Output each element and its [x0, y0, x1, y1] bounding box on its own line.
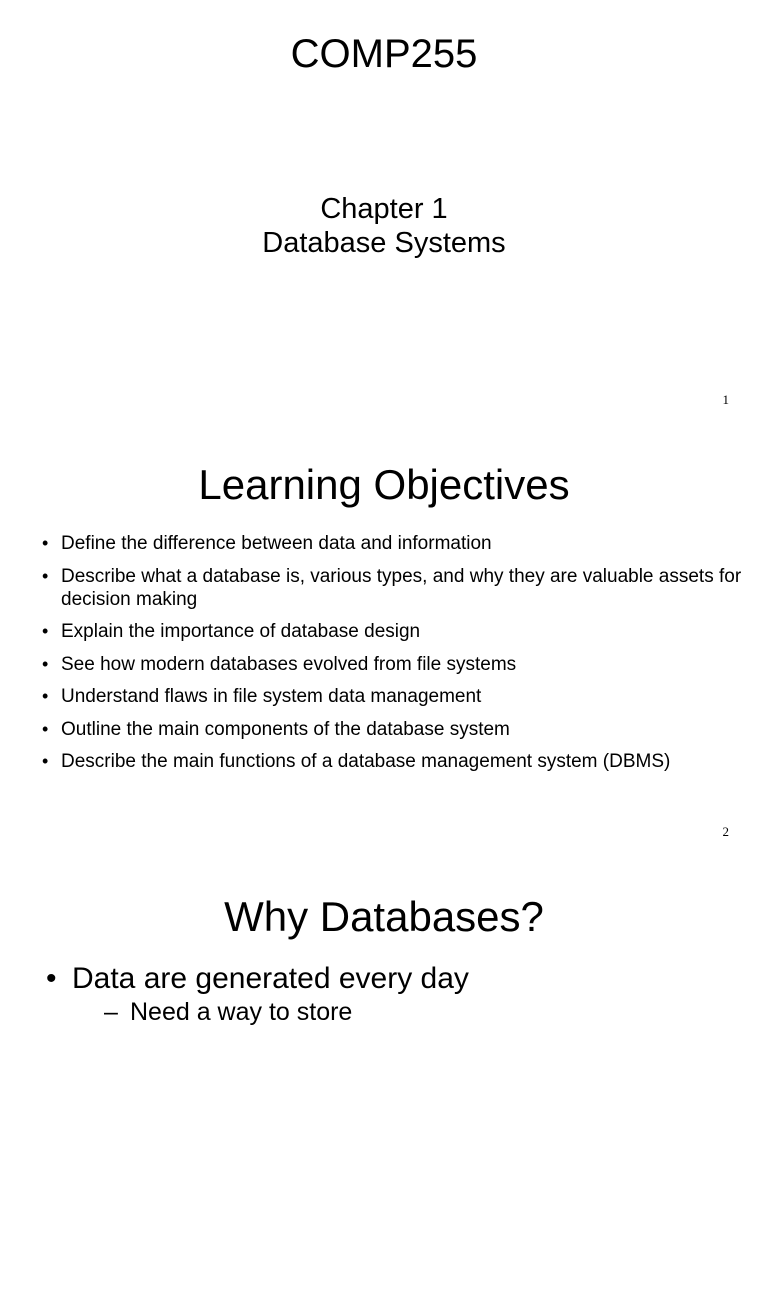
- chapter-number: Chapter 1: [320, 193, 448, 225]
- bullet-icon: •: [42, 718, 49, 739]
- list-item: [42, 653, 742, 676]
- list-item-text: Understand flaws in file system data management: [61, 686, 482, 707]
- bullet-icon: •: [46, 962, 57, 995]
- sub-list-item: [104, 997, 768, 1027]
- list-item-text: Define the difference between data and information: [61, 533, 492, 554]
- sub-bullet-list: [104, 997, 768, 1027]
- bullet-list: [46, 961, 746, 1027]
- list-item: [42, 750, 742, 773]
- slide-title: Learning Objectives: [198, 461, 570, 508]
- list-item: [42, 685, 742, 708]
- list-item: [46, 961, 746, 1027]
- list-item: [42, 718, 742, 741]
- list-item-text: See how modern databases evolved from file systems: [61, 653, 517, 675]
- list-item-text: Explain the importance of database design: [61, 621, 421, 642]
- sub-list-item-text: Need a way to store: [130, 998, 353, 1026]
- bullet-icon: •: [42, 565, 49, 586]
- bullet-icon: •: [42, 621, 49, 641]
- page-number: 1: [722, 392, 729, 407]
- list-item-text: Describe what a database is, various types, and why they are valuable assets for decision making: [61, 565, 742, 610]
- list-item-text: Data are generated every day: [72, 962, 469, 995]
- bullet-icon: •: [42, 751, 49, 771]
- course-title: COMP255: [290, 32, 478, 76]
- bullet-icon: •: [42, 533, 49, 553]
- bullet-icon: •: [42, 686, 49, 706]
- chapter-heading: [0, 192, 768, 260]
- list-item: [42, 532, 742, 555]
- chapter-title: Database Systems: [262, 227, 506, 259]
- page-number: 2: [722, 824, 729, 839]
- objectives-list: [42, 532, 742, 783]
- slide-1: [0, 0, 768, 432]
- list-item-text: Describe the main functions of a database management system (DBMS): [61, 751, 671, 772]
- bullet-icon: •: [42, 653, 49, 674]
- dash-icon: –: [104, 998, 118, 1026]
- slide-3: [0, 864, 768, 1296]
- list-item-text: Outline the main components of the database system: [61, 718, 510, 740]
- slide-title: Why Databases?: [224, 893, 544, 940]
- slide-2: [0, 432, 768, 864]
- list-item: [42, 620, 742, 643]
- list-item: [42, 565, 742, 611]
